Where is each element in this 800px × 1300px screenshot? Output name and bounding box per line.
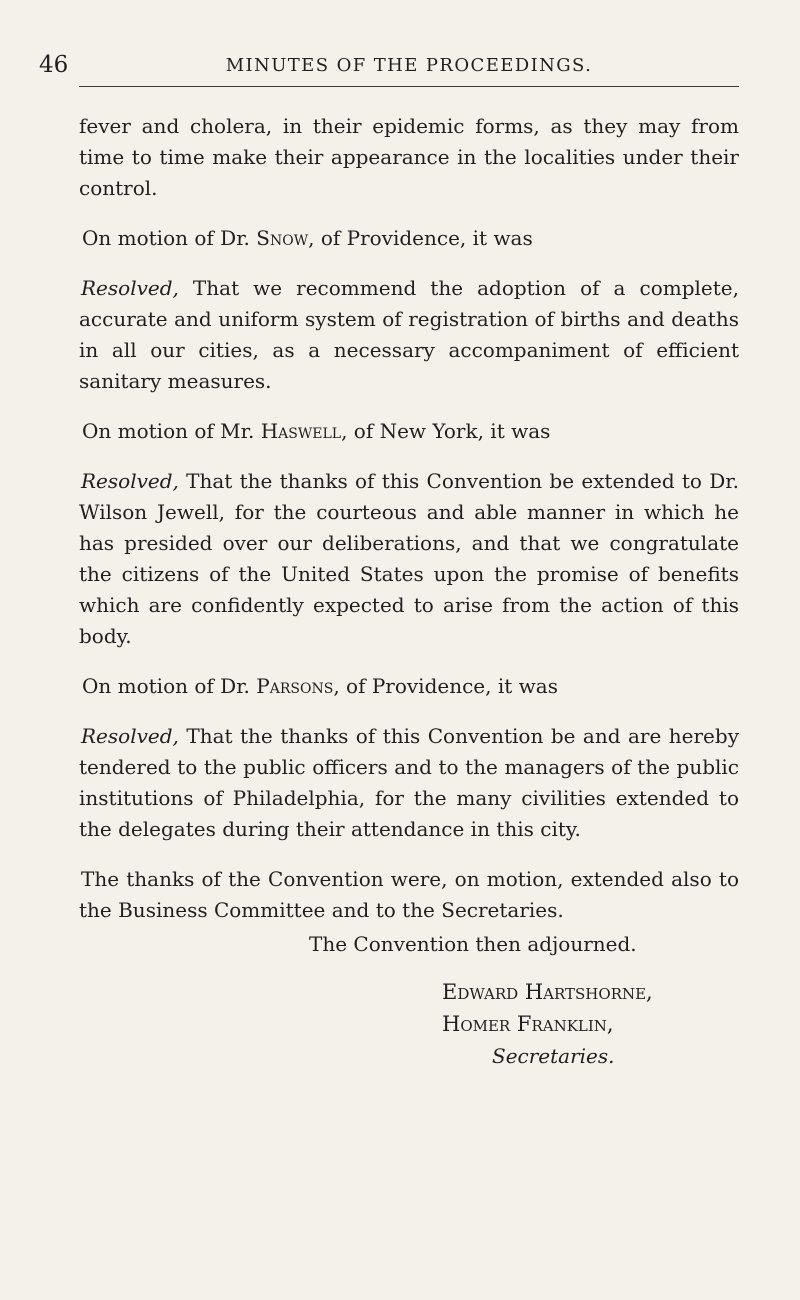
signatory-name: Edward Hartshorne, [442, 980, 653, 1004]
resolution-text: That we recommend the adoption of a complete, accurate and uniform system of registration of births and deaths in all our cities, as a necessary accompaniment of efficient sanitary measures. [79, 276, 739, 393]
adjournment-line: The Convention then adjourned. [309, 932, 637, 956]
running-head: MINUTES OF THE PROCEEDINGS. [225, 55, 593, 76]
resolution-text: That the thanks of this Convention be extended to Dr. Wilson Jewell, for the courteous and able manner in which he has presided over our deliberations, and that we congratulate the citizens of the United States upon the promise of benefits which are confidently expected to arise from the action of this body. [79, 469, 739, 648]
document-page [39, 52, 739, 1072]
motion-prefix: On motion of Dr. [82, 226, 250, 250]
resolution-paragraph [79, 466, 739, 652]
signatory-role: Secretaries. [492, 1044, 615, 1068]
signature-block [79, 976, 739, 1072]
mover-name: Snow [256, 226, 309, 250]
motion-paragraph [79, 416, 739, 447]
resolved-word: Resolved, [81, 469, 179, 493]
motion-suffix: , of New York, it was [341, 419, 551, 443]
resolved-word: Resolved, [81, 276, 179, 300]
continuation-paragraph: fever and cholera, in their epidemic forms, as they may from time to time make their appearance in the localities under their control. [79, 114, 739, 200]
resolution-text: That the thanks of this Convention be and are hereby tendered to the public officers and to the managers of the public institutions of Philadelphia, for the many civilities extended to the delegates during their attendance in this city. [79, 724, 739, 841]
mover-name: Parsons [256, 674, 334, 698]
motion-prefix: On motion of Mr. [82, 419, 255, 443]
mover-name: Haswell [260, 419, 342, 443]
resolution-paragraph [79, 721, 739, 845]
motion-paragraph [79, 223, 739, 254]
signatory-name: Homer Franklin, [442, 1012, 614, 1036]
motion-suffix: , of Providence, it was [308, 226, 533, 250]
page-number: 46 [39, 52, 69, 78]
thanks-paragraph: The thanks of the Convention were, on motion, extended also to the Business Committee and to the Secretaries. [79, 867, 739, 922]
motion-prefix: On motion of Dr. [82, 674, 250, 698]
resolved-word: Resolved, [81, 724, 179, 748]
page-body [79, 87, 739, 1072]
page-header [39, 52, 739, 87]
resolution-paragraph [79, 273, 739, 397]
motion-suffix: , of Providence, it was [333, 674, 558, 698]
motion-paragraph [79, 671, 739, 702]
